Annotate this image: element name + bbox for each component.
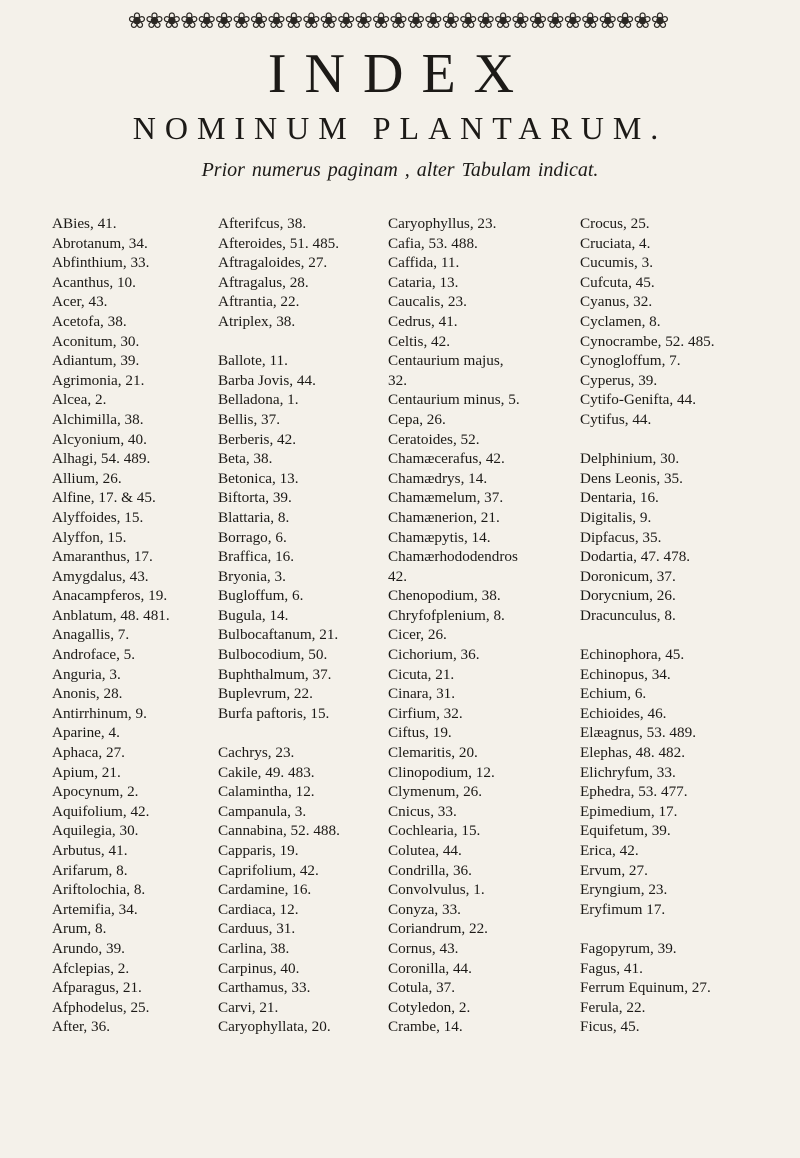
index-entry: Aftrantia, 22.	[218, 293, 300, 311]
index-entry: Echinophora, 45.	[580, 646, 685, 664]
index-entry: Acer, 43.	[52, 293, 108, 311]
index-entry: Chryfofplenium, 8.	[388, 606, 505, 624]
index-entry: Convolvulus, 1.	[388, 881, 485, 899]
index-entry: Cardiaca, 12.	[218, 900, 299, 918]
index-entry: Abrotanum, 34.	[52, 234, 148, 252]
index-entry: Epimedium, 17.	[580, 802, 678, 820]
index-entry: Erica, 42.	[580, 842, 639, 859]
index-entry: Doronicum, 37.	[580, 567, 676, 585]
index-entry: Burfa paftoris, 15.	[218, 704, 330, 722]
index-entry: Barba Jovis, 44.	[218, 371, 316, 389]
index-entry: Cruciata, 4.	[580, 234, 651, 252]
index-entry: Cyclamen, 8.	[580, 312, 661, 330]
index-entry: Alhagi, 54. 489.	[52, 450, 151, 468]
index-entry: Dipfacus, 35.	[580, 528, 662, 546]
index-entry: Dracunculus, 8.	[580, 606, 676, 624]
index-entry: Anacampferos, 19.	[52, 587, 168, 605]
index-entry: Cepa, 26.	[388, 410, 446, 428]
index-entry: Cynogloffum, 7.	[580, 352, 681, 370]
index-entry: Coronilla, 44.	[388, 959, 472, 977]
index-entry: Afterifcus, 38.	[218, 215, 307, 232]
index-entry: Bugloffum, 6.	[218, 587, 304, 605]
index-entry: Aphaca, 27.	[52, 744, 125, 762]
section-gap	[218, 723, 340, 743]
index-entry: Afparagus, 21.	[52, 979, 142, 997]
index-entry: Buplevrum, 22.	[218, 685, 313, 703]
index-entry: Apocynum, 2.	[52, 783, 139, 801]
index-entry: Ciftus, 19.	[388, 724, 452, 742]
section-gap	[580, 430, 715, 450]
index-entry: Carthamus, 33.	[218, 979, 311, 997]
index-entry: Dens Leonis, 35.	[580, 469, 683, 487]
index-entry: Cinara, 31.	[388, 685, 456, 703]
index-entry: Cufcuta, 45.	[580, 273, 655, 291]
index-column-3	[388, 214, 520, 1037]
index-entry: Bugula, 14.	[218, 606, 289, 624]
index-entry: Agrimonia, 21.	[52, 371, 145, 389]
index-entry: Chamædrys, 14.	[388, 469, 488, 487]
index-entry: Antirrhinum, 9.	[52, 704, 147, 722]
index-entry: Clymenum, 26.	[388, 783, 483, 801]
section-gap	[218, 332, 340, 352]
index-entry: Caryophyllus, 23.	[388, 215, 497, 232]
index-entry: Cedrus, 41.	[388, 312, 458, 330]
index-entry: Echium, 6.	[580, 685, 647, 703]
index-entry: Cucumis, 3.	[580, 254, 653, 272]
index-entry: Cornus, 43.	[388, 939, 459, 957]
index-entry: Carlina, 38.	[218, 939, 290, 957]
index-entry: Artemifia, 34.	[52, 900, 138, 918]
index-entry: Dorycnium, 26.	[580, 587, 676, 605]
index-entry: Anblatum, 48. 481.	[52, 606, 170, 624]
index-entry: Aquilegia, 30.	[52, 822, 139, 840]
section-gap	[580, 625, 715, 645]
index-entry: Caffida, 11.	[388, 254, 460, 272]
index-entry: Chamænerion, 21.	[388, 508, 500, 526]
index-entry: Cafia, 53. 488.	[388, 234, 478, 252]
index-entry: Cytifus, 44.	[580, 410, 652, 428]
index-entry: Fagus, 41.	[580, 959, 643, 977]
index-entry: Cardamine, 16.	[218, 881, 312, 899]
index-entry: Amygdalus, 43.	[52, 567, 149, 585]
index-entry: Cyperus, 39.	[580, 371, 658, 389]
index-entry: Acanthus, 10.	[52, 273, 136, 291]
index-title: INDEX	[267, 43, 533, 105]
index-entry: Allium, 26.	[52, 469, 122, 487]
index-entry: Afclepias, 2.	[52, 959, 130, 977]
index-entry: Betonica, 13.	[218, 469, 299, 487]
index-entry: Calamintha, 12.	[218, 783, 315, 801]
index-entry: Delphinium, 30.	[580, 450, 680, 468]
index-entry: Eryngium, 23.	[580, 881, 668, 899]
index-entry: Androface, 5.	[52, 646, 136, 664]
index-entry: Arifarum, 8.	[52, 861, 128, 879]
index-entry: Alyffon, 15.	[52, 528, 127, 546]
index-entry: Alchimilla, 38.	[52, 410, 144, 428]
index-entry: Chenopodium, 38.	[388, 587, 501, 605]
index-entry: Cyanus, 32.	[580, 293, 653, 311]
index-entry: Equifetum, 39.	[580, 822, 671, 840]
index-entry: Fagopyrum, 39.	[580, 939, 677, 957]
index-entry: 42.	[388, 567, 407, 585]
index-entry: Bulbocaftanum, 21.	[218, 626, 339, 644]
index-entry: Ceratoides, 52.	[388, 430, 480, 448]
index-entry: Cicuta, 21.	[388, 665, 455, 683]
index-entry: Conyza, 33.	[388, 900, 461, 918]
index-entry: Afteroides, 51. 485.	[218, 234, 340, 252]
index-entry: Biftorta, 39.	[218, 489, 292, 507]
index-entry: Aquifolium, 42.	[52, 802, 150, 820]
index-entry: Cotyledon, 2.	[388, 998, 471, 1016]
index-entry: Clemaritis, 20.	[388, 744, 478, 762]
index-entry: Carduus, 31.	[218, 920, 296, 938]
index-entry: Bulbocodium, 50.	[218, 646, 328, 664]
index-entry: Carvi, 21.	[218, 998, 279, 1016]
index-entry: Elichryfum, 33.	[580, 763, 676, 781]
index-entry: Anonis, 28.	[52, 685, 123, 703]
index-column-4	[580, 214, 715, 1037]
index-entry: Cannabina, 52. 488.	[218, 822, 340, 840]
index-entry: Cakile, 49. 483.	[218, 763, 315, 781]
index-entry: Cochlearia, 15.	[388, 822, 481, 840]
index-entry: Chamærhododendros	[388, 548, 518, 566]
index-entry: Alfine, 17. & 45.	[52, 489, 156, 507]
index-entry: Cicer, 26.	[388, 626, 447, 644]
index-columns	[52, 214, 792, 1084]
index-entry: Centaurium minus, 5.	[388, 391, 520, 409]
index-entry: Cynocrambe, 52. 485.	[580, 332, 715, 350]
header-ornament-band	[68, 8, 728, 34]
index-entry: Crocus, 25.	[580, 215, 650, 232]
index-entry: Aftragaloides, 27.	[218, 254, 328, 272]
index-entry: Colutea, 44.	[388, 842, 462, 859]
index-entry: Alcea, 2.	[52, 391, 107, 409]
index-entry: Digitalis, 9.	[580, 508, 652, 526]
index-entry: Atriplex, 38.	[218, 312, 296, 330]
index-entry: ABies, 41.	[52, 215, 117, 232]
index-entry: Belladona, 1.	[218, 391, 299, 409]
index-entry: Ervum, 27.	[580, 861, 648, 879]
index-entry: Alyffoides, 15.	[52, 508, 144, 526]
index-entry: Caucalis, 23.	[388, 293, 467, 311]
index-entry: Ficus, 45.	[580, 1018, 640, 1036]
index-entry: Adiantum, 39.	[52, 352, 140, 370]
index-entry: Arundo, 39.	[52, 939, 125, 957]
index-entry: Carpinus, 40.	[218, 959, 300, 977]
index-entry: Eryfimum 17.	[580, 900, 666, 918]
index-entry: Chamæcerafus, 42.	[388, 450, 505, 468]
index-entry: Bryonia, 3.	[218, 567, 286, 585]
index-entry: Bellis, 37.	[218, 410, 281, 428]
index-entry: Caprifolium, 42.	[218, 861, 319, 879]
index-entry: Ferula, 22.	[580, 998, 646, 1016]
index-entry: Echioides, 46.	[580, 704, 667, 722]
index-entry: Chamæmelum, 37.	[388, 489, 504, 507]
index-entry: Campanula, 3.	[218, 802, 307, 820]
index-entry: Blattaria, 8.	[218, 508, 290, 526]
index-entry: Ferrum Equinum, 27.	[580, 979, 711, 997]
index-entry: Borrago, 6.	[218, 528, 287, 546]
index-column-2	[218, 214, 340, 1037]
index-entry: Amaranthus, 17.	[52, 548, 153, 566]
index-entry: Dodartia, 47. 478.	[580, 548, 691, 566]
index-entry: Cichorium, 36.	[388, 646, 480, 664]
index-entry: Crambe, 14.	[388, 1018, 463, 1036]
index-entry: Cotula, 37.	[388, 979, 456, 997]
section-gap	[580, 919, 715, 939]
index-entry: Acetofa, 38.	[52, 312, 127, 330]
index-entry: Anguria, 3.	[52, 665, 121, 683]
ornament-row: ❀❀❀❀❀❀❀❀❀❀❀❀❀❀❀❀❀❀❀❀❀❀❀❀❀❀❀❀❀❀❀	[127, 8, 669, 33]
index-entry: Berberis, 42.	[218, 430, 297, 448]
index-note: Prior numerus paginam , alter Tabulam indicat.	[201, 159, 599, 181]
index-entry: Caryophyllata, 20.	[218, 1018, 331, 1036]
index-entry: Chamæpytis, 14.	[388, 528, 491, 546]
index-entry: Ephedra, 53. 477.	[580, 783, 688, 801]
index-column-1	[52, 214, 170, 1037]
index-entry: Beta, 38.	[218, 450, 273, 468]
index-entry: Ariftolochia, 8.	[52, 881, 146, 899]
index-entry: Coriandrum, 22.	[388, 920, 488, 938]
index-entry: Aftragalus, 28.	[218, 273, 309, 291]
index-entry: Dentaria, 16.	[580, 489, 659, 507]
index-entry: Braffica, 16.	[218, 548, 295, 566]
index-entry: Echinopus, 34.	[580, 665, 671, 683]
index-entry: Anagallis, 7.	[52, 626, 130, 644]
index-entry: Elephas, 48. 482.	[580, 744, 686, 762]
index-entry: Centaurium majus,	[388, 352, 504, 370]
index-entry: Cytifo-Genifta, 44.	[580, 391, 696, 409]
index-entry: Afphodelus, 25.	[52, 998, 150, 1016]
index-entry: Aconitum, 30.	[52, 332, 140, 350]
index-entry: Cachrys, 23.	[218, 744, 295, 762]
index-entry: Elæagnus, 53. 489.	[580, 724, 697, 742]
index-entry: Arbutus, 41.	[52, 842, 128, 859]
index-entry: Ballote, 11.	[218, 352, 288, 370]
index-entry: Capparis, 19.	[218, 842, 299, 859]
index-entry: Cirfium, 32.	[388, 704, 463, 722]
index-entry: Aparine, 4.	[52, 724, 120, 742]
index-entry: Cataria, 13.	[388, 273, 459, 291]
index-entry: Apium, 21.	[52, 763, 121, 781]
index-entry: Abfinthium, 33.	[52, 254, 150, 272]
index-entry: After, 36.	[52, 1018, 111, 1036]
index-entry: Alcyonium, 40.	[52, 430, 147, 448]
index-entry: Cnicus, 33.	[388, 802, 457, 820]
index-entry: Celtis, 42.	[388, 332, 451, 350]
index-entry: Arum, 8.	[52, 920, 107, 938]
index-entry: Clinopodium, 12.	[388, 763, 495, 781]
index-entry: Condrilla, 36.	[388, 861, 472, 879]
index-entry: Buphthalmum, 37.	[218, 665, 332, 683]
index-entry: 32.	[388, 371, 407, 389]
index-subtitle: NOMINUM PLANTARUM.	[132, 110, 668, 146]
